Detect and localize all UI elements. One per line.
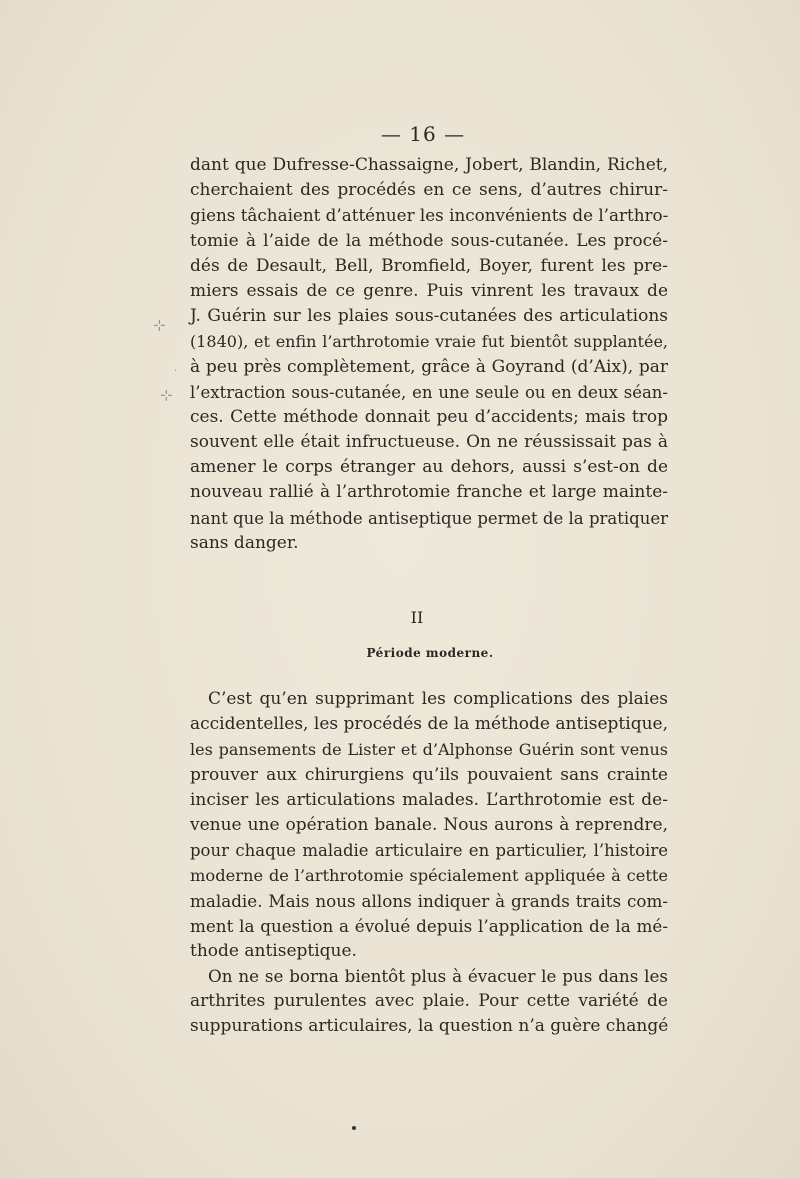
- text-line: souvent elle était infructueuse. On ne réussissait pas à: [190, 432, 668, 453]
- text-line: prouver aux chirurgiens qu’ils pouvaient sans crainte: [190, 764, 668, 785]
- text-line: amener le corps étranger au dehors, aussi s’est-on de: [190, 457, 668, 478]
- text-line: accidentelles, les procédés de la méthode antiseptique,: [190, 714, 668, 735]
- margin-annotation-mark: ⊹: [153, 316, 166, 334]
- text-line: nant que la méthode antiseptique permet de la pratiquer: [190, 508, 668, 528]
- text-line: dés de Desault, Bell, Bromfield, Boyer, furent les pre-: [190, 255, 668, 276]
- text-line: inciser les articulations malades. L’arthrotomie est de-: [190, 789, 668, 810]
- text-line: ment la question a évolué depuis l’application de la mé-: [190, 915, 668, 936]
- text-line: pour chaque maladie articulaire en particulier, l’histoire: [190, 841, 668, 861]
- text-line: J. Guérin sur les plaies sous-cutanées des articulations: [190, 306, 668, 327]
- text-line: les pansements de Lister et d’Alphonse Guérin sont venus: [190, 740, 668, 760]
- page-speck: [352, 1126, 356, 1130]
- page-number: — 16 —: [380, 122, 466, 146]
- text-line: tomie à l’aide de la méthode sous-cutanée. Les procé-: [190, 230, 668, 251]
- text-line: giens tâchaient d’atténuer les inconvénients de l’arthro-: [190, 205, 669, 226]
- text-line: suppurations articulaires, la question n’a guère changé: [190, 1016, 669, 1037]
- text-line: ces. Cette méthode donnait peu d’accidents; mais trop: [190, 406, 668, 427]
- text-line: sans danger.: [190, 532, 299, 553]
- text-line: l’extraction sous-cutanée, en une seule ou en deux séan-: [190, 382, 668, 402]
- text-line: On ne se borna bientôt plus à évacuer le pus dans les: [208, 966, 668, 987]
- text-line: arthrites purulentes avec plaie. Pour cette variété de: [190, 991, 668, 1012]
- text-line: dant que Dufresse-Chassaigne, Jobert, Blandin, Richet,: [190, 155, 668, 175]
- text-line: cherchaient des procédés en ce sens, d’autres chirur-: [190, 180, 668, 201]
- margin-annotation-dot: ·: [174, 366, 178, 377]
- text-line: à peu près complètement, grâce à Goyrand (d’Aix), par: [190, 356, 668, 377]
- margin-annotation-mark: ⊹: [160, 386, 173, 404]
- text-line: thode antiseptique.: [190, 940, 357, 961]
- text-line: miers essais de ce genre. Puis vinrent les travaux de: [190, 280, 668, 301]
- text-line: (1840), et enfin l’arthrotomie vraie fut bientôt supplantée,: [190, 332, 668, 352]
- text-line: C’est qu’en supprimant les complications des plaies: [208, 689, 668, 709]
- section-title: Période moderne.: [366, 646, 494, 660]
- paragraph-modern: [190, 687, 668, 1040]
- section-number: II: [410, 608, 424, 627]
- paragraph-history: [190, 153, 668, 556]
- text-line: maladie. Mais nous allons indiquer à grands traits com-: [190, 890, 668, 911]
- text-line: moderne de l’arthrotomie spécialement appliquée à cette: [190, 866, 668, 886]
- text-line: nouveau rallié à l’arthrotomie franche et large mainte-: [190, 482, 668, 503]
- text-line: venue une opération banale. Nous aurons à reprendre,: [190, 814, 668, 835]
